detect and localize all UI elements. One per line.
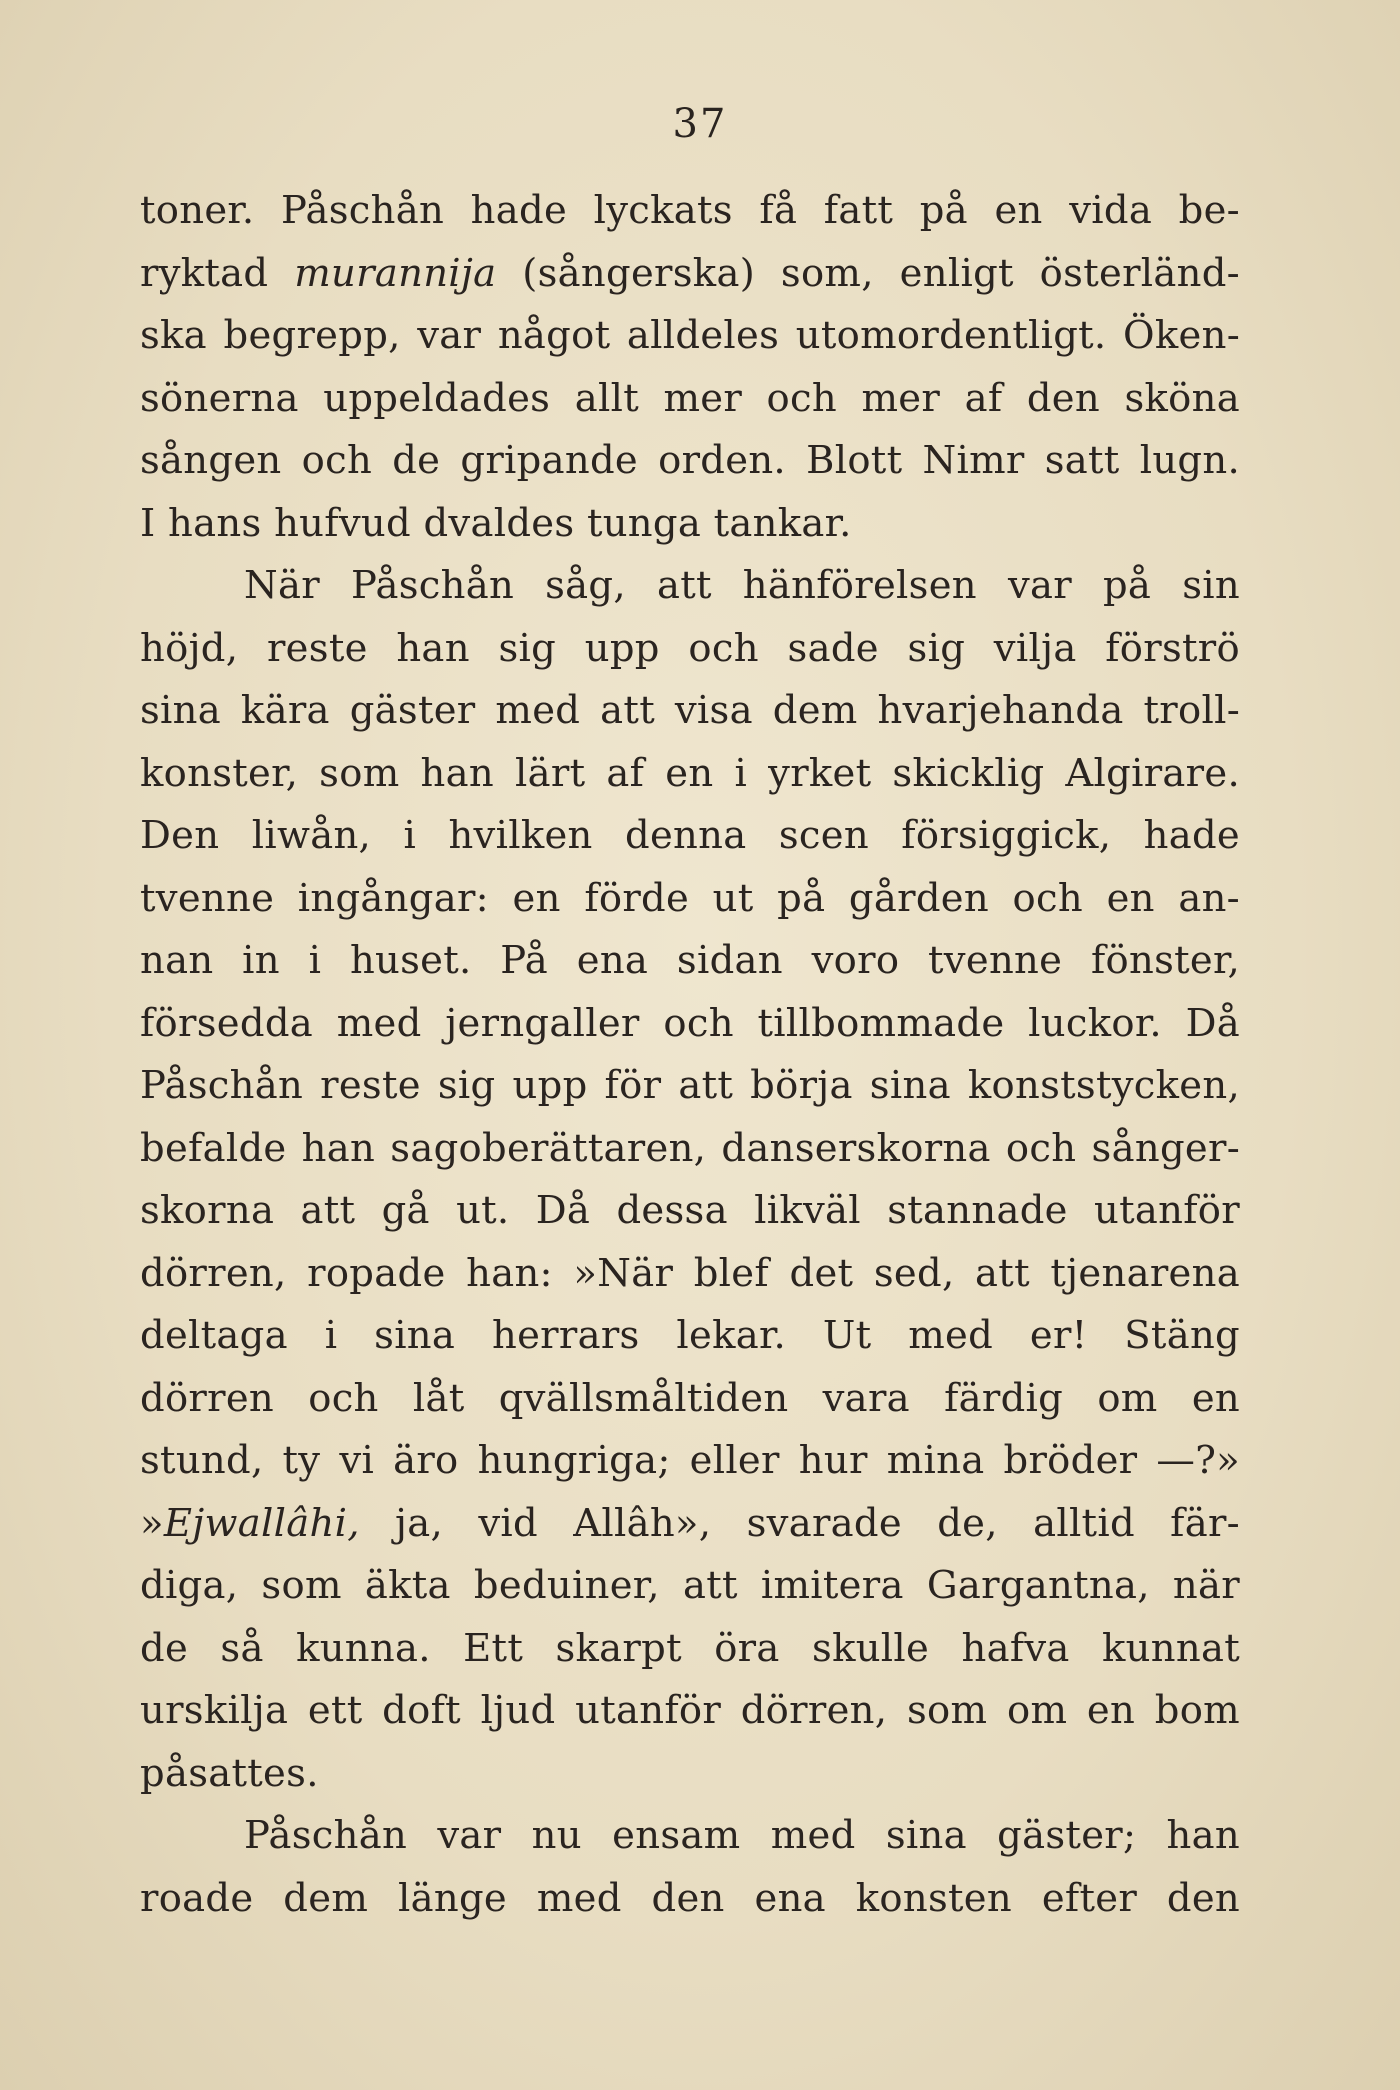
text-line: diga, som äkta beduiner, att imitera Gargantna, när bbox=[140, 1563, 1240, 1608]
text-line: dörren, ropade han: »När blef det sed, att tjenarena bbox=[140, 1250, 1240, 1296]
text-segment: » bbox=[140, 1500, 164, 1546]
text-line: I hans hufvud dvaldes tunga tankar. bbox=[140, 500, 852, 546]
text-segment: (sångerska) som, enligt österländ- bbox=[496, 250, 1240, 296]
text-line: höjd, reste han sig upp och sade sig vilja förströ bbox=[140, 625, 1240, 671]
text-line: sången och de gripande orden. Blott Nimr satt lugn. bbox=[140, 438, 1240, 483]
text-line: toner. Påschån hade lyckats få fatt på en vida be- bbox=[140, 188, 1240, 233]
italic-word: Ejwallâhi, bbox=[163, 1500, 360, 1546]
text-line bbox=[140, 1493, 1240, 1556]
text-segment: ja, vid Allâh», svarade de, alltid fär- bbox=[359, 1500, 1240, 1546]
text-line: försedda med jerngaller och tillbommade luckor. Då bbox=[140, 1000, 1240, 1046]
text-line: de så kunna. Ett skarpt öra skulle hafva kunnat bbox=[140, 1625, 1240, 1671]
text-line: tvenne ingångar: en förde ut på gården och en an- bbox=[140, 875, 1240, 921]
text-line: sina kära gäster med att visa dem hvarjehanda troll- bbox=[140, 688, 1240, 733]
text-line bbox=[140, 243, 1240, 306]
text-line: befalde han sagoberättaren, danserskorna och sånger- bbox=[140, 1125, 1240, 1171]
text-line: skorna att gå ut. Då dessa likväl stannade utanför bbox=[140, 1188, 1240, 1233]
page-number: 37 bbox=[672, 101, 728, 147]
text-line: Den liwån, i hvilken denna scen försiggick, hade bbox=[140, 813, 1240, 858]
text-line: ska begrepp, var något alldeles utomordentligt. Öken- bbox=[140, 313, 1240, 358]
text-line: nan in i huset. På ena sidan voro tvenne fönster, bbox=[140, 938, 1240, 983]
italic-word: murannija bbox=[294, 250, 497, 296]
text-line: sönerna uppeldades allt mer och mer af den sköna bbox=[140, 375, 1240, 421]
text-line: roade dem länge med den ena konsten efter den bbox=[140, 1875, 1240, 1921]
text-segment: ryktad bbox=[140, 250, 295, 296]
text-line: stund, ty vi äro hungriga; eller hur mina bröder —?» bbox=[140, 1438, 1240, 1483]
text-line: konster, som han lärt af en i yrket skicklig Algirare. bbox=[140, 750, 1240, 796]
text-line: urskilja ett doft ljud utanför dörren, som om en bom bbox=[140, 1688, 1240, 1733]
text-line: påsattes. bbox=[140, 1750, 319, 1796]
text-line: dörren och låt qvällsmåltiden vara färdig om en bbox=[140, 1375, 1240, 1421]
text-line: Påschån reste sig upp för att börja sina konststycken, bbox=[140, 1063, 1240, 1108]
text-line: deltaga i sina herrars lekar. Ut med er! Stäng bbox=[140, 1313, 1240, 1358]
text-line: När Påschån såg, att hänförelsen var på sin bbox=[244, 563, 1240, 608]
text-line: Påschån var nu ensam med sina gäster; han bbox=[244, 1813, 1240, 1858]
body-text bbox=[140, 180, 1240, 1930]
